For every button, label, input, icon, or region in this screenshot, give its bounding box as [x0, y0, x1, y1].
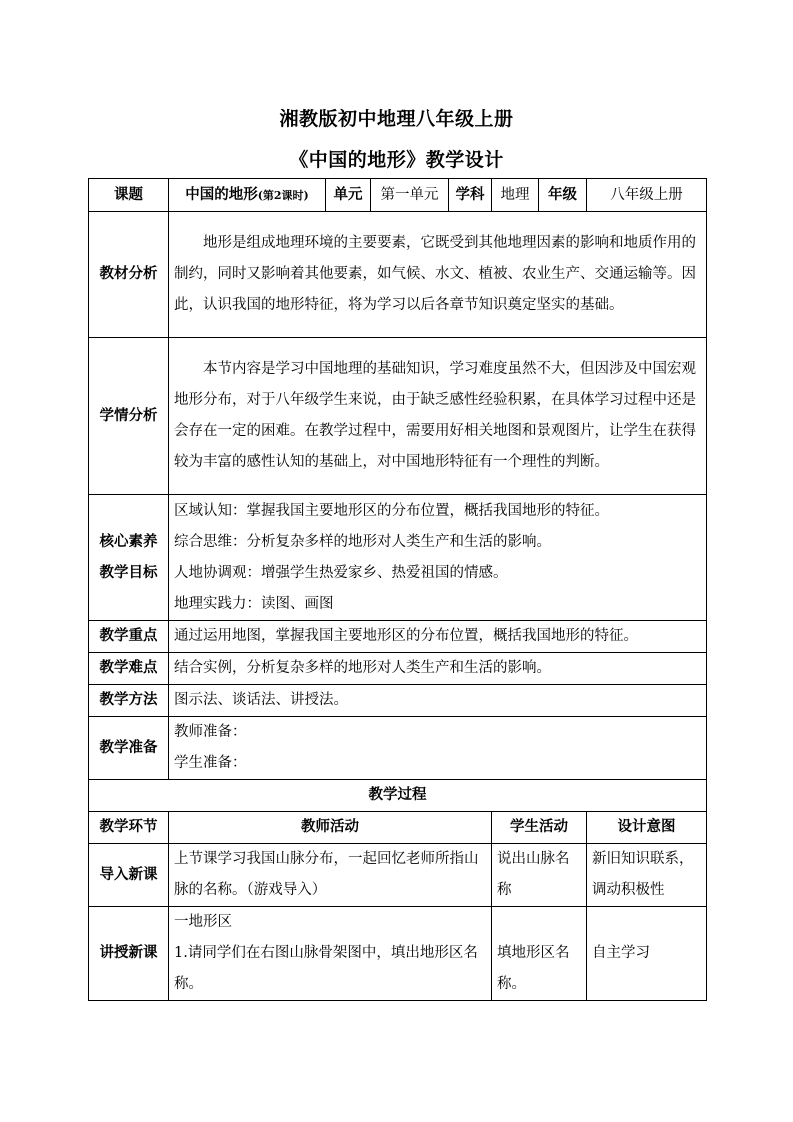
- prep-student: 学生准备：: [174, 755, 247, 771]
- process-title-row: [89, 780, 707, 812]
- method-text: 图示法、谈话法、讲授法。: [169, 685, 707, 717]
- new-teacher: [169, 907, 492, 1001]
- col-teacher-header: 教师活动: [169, 812, 492, 844]
- goals-list: [169, 495, 707, 621]
- material-text: 地形是组成地理环境的主要要素，它既受到其他地理因素的影响和地质作用的制约，同时又影响着其他要素，如气候、水文、植被、农业生产、交通运输等。因此，认识我国的地形特征，将为学习以后各章节知识奠定坚实的基础。: [174, 235, 696, 313]
- goals-label-line-1: 核心素养: [99, 533, 158, 550]
- prep-text-cell: [169, 717, 707, 780]
- col-stage-header: 教学环节: [89, 812, 169, 844]
- prep-row: [89, 717, 707, 780]
- key-label: 教学重点: [89, 621, 169, 653]
- learner-label: 学情分析: [89, 338, 169, 495]
- lesson-plan-table: [88, 178, 707, 1001]
- material-text-cell: [169, 212, 707, 338]
- material-label: 教材分析: [89, 212, 169, 338]
- difficulty-label: 教学难点: [89, 653, 169, 685]
- process-header-row: [89, 812, 707, 844]
- new-teacher-line-2: 1.请同学们在右图山脉骨架图中，填出地形区名称。: [174, 945, 478, 992]
- document-subtitle: 《中国的地形》教学设计: [289, 149, 504, 171]
- learner-row: [89, 338, 707, 495]
- grade-value: 八年级上册: [587, 179, 707, 212]
- material-row: [89, 212, 707, 338]
- subject-value: 地理: [492, 179, 539, 212]
- key-row: [89, 621, 707, 653]
- unit-label: 单元: [326, 179, 371, 212]
- method-row: [89, 685, 707, 717]
- new-intent: 自主学习: [587, 907, 707, 1001]
- topic-name: 中国的地形: [185, 186, 258, 203]
- goal-item: 人地协调观：增强学生热爱家乡、热爱祖国的情感。: [174, 564, 508, 581]
- header-row: [89, 179, 707, 212]
- topic-value: [169, 179, 326, 212]
- key-text: 通过运用地图，掌握我国主要地形区的分布位置，概括我国地形的特征。: [169, 621, 707, 653]
- subject-label: 学科: [449, 179, 492, 212]
- prep-label: 教学准备: [89, 717, 169, 780]
- grade-label: 年级: [539, 179, 587, 212]
- new-stage: 讲授新课: [89, 907, 169, 1001]
- intro-row: [89, 844, 707, 907]
- goals-row: [89, 495, 707, 621]
- difficulty-text: 结合实例，分析复杂多样的地形对人类生产和生活的影响。: [169, 653, 707, 685]
- process-title: 教学过程: [89, 780, 707, 812]
- goal-item: 综合思维：分析复杂多样的地形对人类生产和生活的影响。: [174, 533, 551, 550]
- goals-label: [89, 495, 169, 621]
- new-lesson-row: [89, 907, 707, 1001]
- learner-text: 本节内容是学习中国地理的基础知识，学习难度虽然不大，但因涉及中国宏观地形分布，对于八年级学生来说，由于缺乏感性经验积累，在具体学习过程中还是会存在一定的困难。在教学过程中，需要用好相关地图和景观图片，让学生在获得较为丰富的感性认知的基础上，对中国地形特征有一个理性的判断。: [174, 361, 696, 470]
- document-title: 湘教版初中地理八年级上册: [279, 108, 514, 130]
- topic-note: (第2课时): [257, 188, 309, 202]
- goal-item: 地理实践力：读图、画图: [174, 595, 334, 612]
- col-student-header: 学生活动: [492, 812, 587, 844]
- prep-teacher: 教师准备：: [174, 724, 247, 740]
- intro-teacher: 上节课学习我国山脉分布，一起回忆老师所指山脉的名称。（游戏导入）: [169, 844, 492, 907]
- col-intent-header: 设计意图: [587, 812, 707, 844]
- learner-text-cell: [169, 338, 707, 495]
- topic-label: 课题: [89, 179, 169, 212]
- intro-stage: 导入新课: [89, 844, 169, 907]
- intro-intent: 新旧知识联系，调动积极性: [587, 844, 707, 907]
- new-teacher-line-1: 一地形区: [174, 914, 232, 930]
- intro-student: 说出山脉名称: [492, 844, 587, 907]
- new-student: 填地形区名称。: [492, 907, 587, 1001]
- method-label: 教学方法: [89, 685, 169, 717]
- goal-item: 区域认知：掌握我国主要地形区的分布位置，概括我国地形的特征。: [174, 502, 609, 519]
- unit-value: 第一单元: [371, 179, 449, 212]
- goals-label-line-2: 教学目标: [99, 564, 158, 581]
- difficulty-row: [89, 653, 707, 685]
